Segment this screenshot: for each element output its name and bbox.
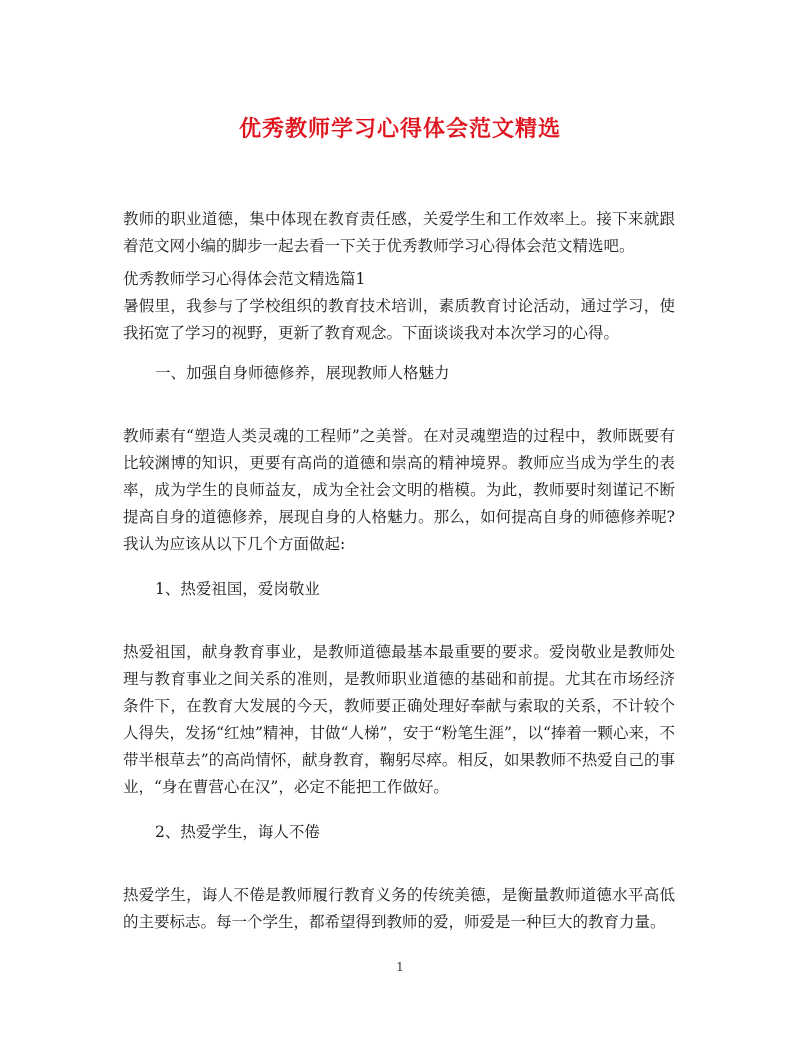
section-heading: 优秀教师学习心得体会范文精选篇1 [123, 270, 366, 288]
body-paragraph: 教师素有“塑造人类灵魂的工程师”之美誉。在对灵魂塑造的过程中，教师既要有比较渊博的知识，更要有高尚的道德和崇高的精神境界。教师应当成为学生的表率，成为学生的良师益友，成为全社会文明的楷模。为此，教师要时刻谨记不断提高自身的道德修养，展现自身的人格魅力。那么，如何提高自身的师德修养呢?我认为应该从以下几个方面做起: [123, 427, 675, 553]
subsection-heading: 一、加强自身师德修养，展现教师人格魅力 [155, 364, 450, 382]
subsection-heading: 1、热爱祖国，爱岗敬业 [155, 580, 320, 598]
subsection-heading: 2、热爱学生，诲人不倦 [155, 823, 320, 841]
page-number: 1 [396, 960, 404, 974]
body-paragraph: 热爱祖国，献身教育事业，是教师道德最基本最重要的要求。爱岗敬业是教师处理与教育事业之间关系的准则，是教师职业道德的基础和前提。尤其在市场经济条件下，在教育大发展的今天，教师要正确处理好奉献与索取的关系，不计较个人得失，发扬“红烛”精神，甘做“人梯”，安于“粉笔生涯”，以“捧着一颗心来，不带半根草去”的高尚情怀，献身教育，鞠躬尽瘁。相反，如果教师不热爱自己的事业，“身在曹营心在汉”，必定不能把工作做好。 [123, 643, 675, 796]
body-paragraph: 热爱学生，诲人不倦是教师履行教育义务的传统美德，是衡量教师道德水平高低的主要标志。每一个学生，都希望得到教师的爱，师爱是一种巨大的教育力量。 [123, 886, 675, 931]
document-title: 优秀教师学习心得体会范文精选 [238, 116, 561, 142]
body-paragraph: 暑假里，我参与了学校组织的教育技术培训，素质教育讨论活动，通过学习，使我拓宽了学习的视野，更新了教育观念。下面谈谈我对本次学习的心得。 [123, 297, 675, 342]
intro-paragraph: 教师的职业道德，集中体现在教育责任感，关爱学生和工作效率上。接下来就跟着范文网小编的脚步一起去看一下关于优秀教师学习心得体会范文精选吧。 [123, 210, 675, 255]
